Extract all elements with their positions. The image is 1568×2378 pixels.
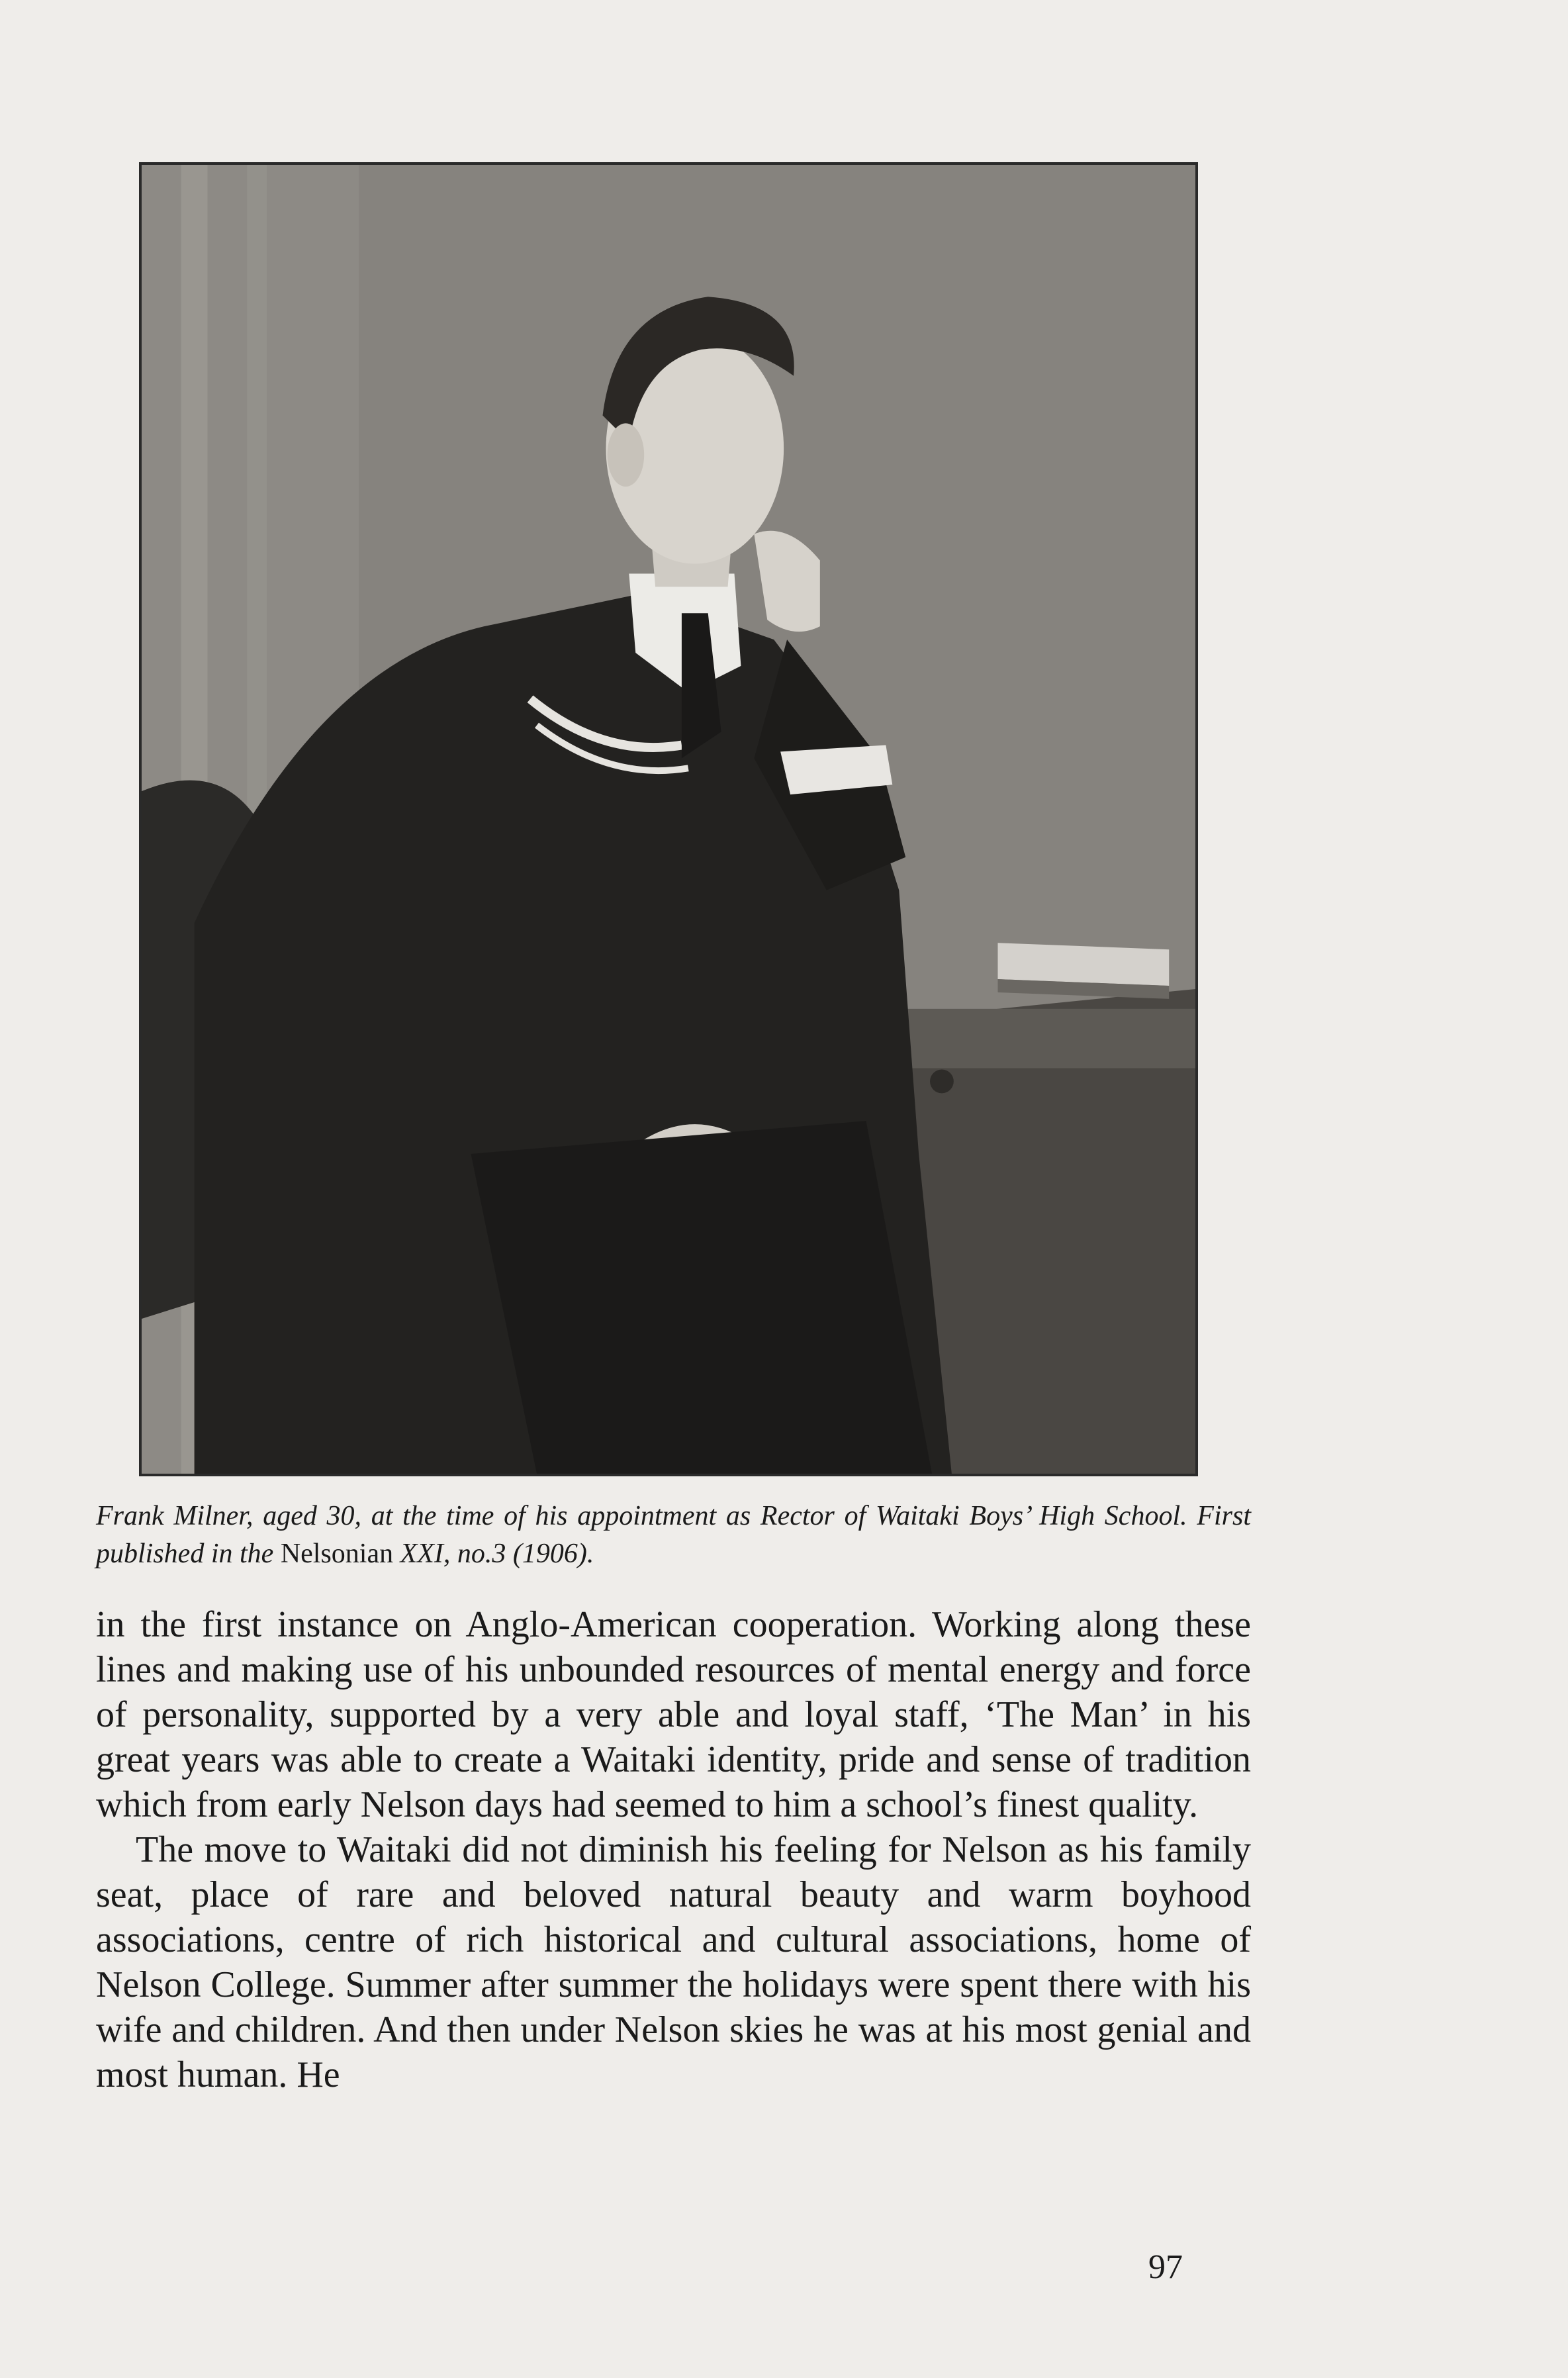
caption-text-end: XXI, no.3 (1906). (393, 1539, 594, 1569)
photo-caption (96, 1498, 1251, 1573)
book (998, 943, 1170, 986)
body-text (96, 1602, 1251, 2097)
paragraph: The move to Waitaki did not diminish his feeling for Nelson as his family seat, place of rare and beloved natural beauty and warm boyhood associations, centre of rich historical and cultural associations, home of Nelson College. Summer after summer the holidays were spent there with his wife and children. And then under Nelson skies he was at his most genial and most human. He (96, 1829, 1251, 2095)
desk-knob (930, 1069, 954, 1093)
caption-text: Frank Milner, aged 30, at the time of his appointment as Rector of Waitaki Boys’ High School. First published in the (96, 1501, 1251, 1569)
page-number: 97 (1148, 2248, 1183, 2286)
portrait-illustration (142, 165, 1195, 1474)
caption-publication: Nelsonian (280, 1539, 394, 1569)
paragraph: in the first instance on Anglo-American cooperation. Working along these lines and making use of his unbounded resources of mental energy and force of personality, supported by a very able and loyal staff, ‘The Man’ in his great years was able to create a Waitaki identity, pride and sense of tradition which from early Nelson days had seemed to him a school’s finest quality. (96, 1604, 1251, 1825)
trousers (471, 1121, 933, 1474)
portrait-photograph (139, 162, 1198, 1476)
